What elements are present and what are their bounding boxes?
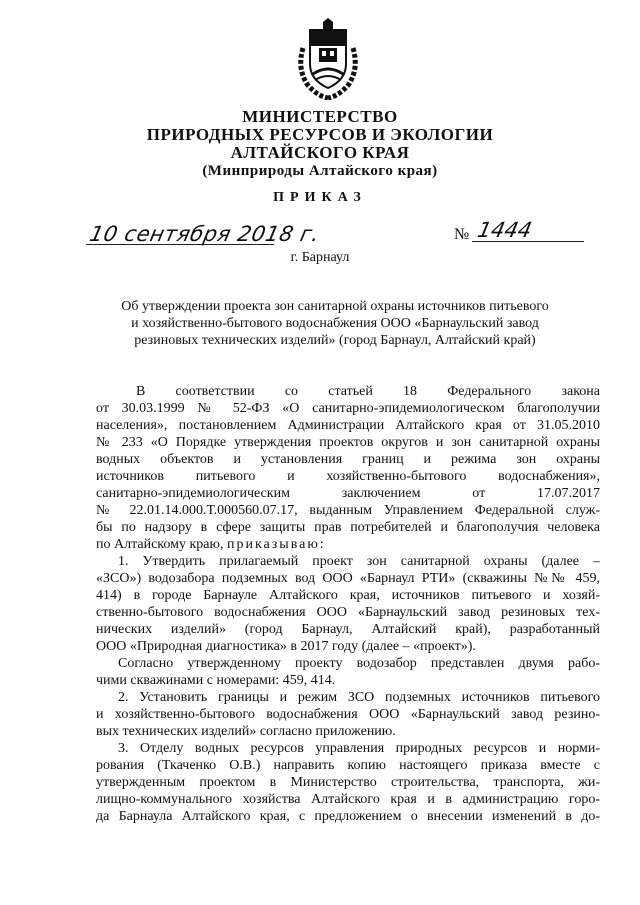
body-line: да Барнаула Алтайского края, с предложением о внесении изменений в до- — [96, 809, 600, 824]
body-line: ООО «Природная диагностика» в 2017 году (далее – «проект»). — [96, 639, 476, 654]
ministry-name-line-2: ПРИРОДНЫХ РЕСУРСОВ И ЭКОЛОГИИ — [146, 125, 494, 144]
body-line: санитарно-эпидемиологическим заключением от 17.07.2017 — [96, 486, 600, 501]
number-label: № — [454, 226, 470, 243]
order-subject — [100, 298, 570, 349]
body-line: источников питьевого и хозяйственно-бытового водоснабжения», — [96, 469, 600, 484]
body-line: лищно-коммунального хозяйства Алтайского края и в администрацию горо- — [96, 792, 600, 807]
ministry-name-line-3: АЛТАЙСКОГО КРАЯ — [230, 143, 410, 162]
body-line-text: по Алтайскому краю, — [96, 537, 224, 552]
city-name: г. Барнаул — [290, 250, 350, 265]
subject-line: резиновых технических изделий» (город Барнаул, Алтайский край) — [134, 333, 536, 348]
subject-line: и хозяйственно-бытового водоснабжения ООО «Барнаульский завод — [131, 316, 539, 331]
ministry-name-line-1: МИНИСТЕРСТВО — [242, 107, 398, 126]
body-line: 2. Установить границы и режим ЗСО подземных источников питьевого — [118, 690, 600, 705]
body-line: и хозяйственно-бытового водоснабжения ООО «Барнаульский завод резино- — [96, 707, 600, 722]
ministry-short-name: (Минприроды Алтайского края) — [202, 163, 438, 179]
body-line: 1. Утвердить прилагаемый проект зон санитарной охраны (далее – — [118, 554, 600, 569]
body-line: нических изделий» (город Барнаул, Алтайский край), разработанный — [96, 622, 600, 637]
body-line: вых технических изделий» согласно приложению. — [96, 724, 396, 739]
body-line: от 30.03.1999 № 52-ФЗ «О санитарно-эпидемиологическом благополучии — [96, 401, 600, 416]
body-line — [96, 536, 600, 553]
handwritten-number: 1444 — [475, 218, 535, 242]
body-line: утвержденным проектом в Министерство строительства, транспорта, жи- — [96, 775, 600, 790]
body-line: рования (Ткаченко О.В.) направить копию настоящего приказа вместе с — [96, 758, 600, 773]
number-underline — [472, 241, 584, 242]
handwritten-date: 10 сентября 2018 г. — [87, 222, 322, 246]
body-line: 3. Отделу водных ресурсов управления природных ресурсов и норми- — [118, 741, 600, 756]
subject-line: Об утверждении проекта зон санитарной охраны источников питьевого — [121, 299, 549, 314]
coat-of-arms-emblem — [293, 18, 363, 100]
body-line: населения», постановлением Администрации Алтайского края от 31.05.2010 — [96, 418, 600, 433]
body-line: № 233 «О Порядке утверждения проектов округов и зон санитарной охраны — [96, 435, 600, 450]
body-line: чими скважинами с номерами: 459, 414. — [96, 673, 336, 688]
order-word: приказываю: — [226, 537, 326, 552]
body-line: бы по надзору в сфере защиты прав потребителей и благополучия человека — [96, 520, 600, 535]
body-line: ственно-бытового водоснабжения ООО «Барнаульский завод резиновых тех- — [96, 605, 600, 620]
date-underline — [86, 244, 274, 245]
body-line: «ЗСО») водозабора подземных вод ООО «Барнаул РТИ» (скважины №№ 459, — [96, 571, 600, 586]
order-body — [96, 383, 600, 825]
body-line: № 22.01.14.000.Т.000560.07.17, выданным Управлением Федеральной служ- — [96, 503, 600, 518]
body-line: водных объектов и установления границ и режима зон охраны — [96, 452, 600, 467]
body-line: В соответствии со статьей 18 Федерального закона — [136, 384, 600, 399]
body-line: 414) в городе Барнауле Алтайского края, источников питьевого и хозяй- — [96, 588, 600, 603]
document-type-title: ПРИКАЗ — [273, 190, 367, 205]
body-line: Согласно утвержденному проекту водозабор представлен двумя рабо- — [118, 656, 600, 671]
